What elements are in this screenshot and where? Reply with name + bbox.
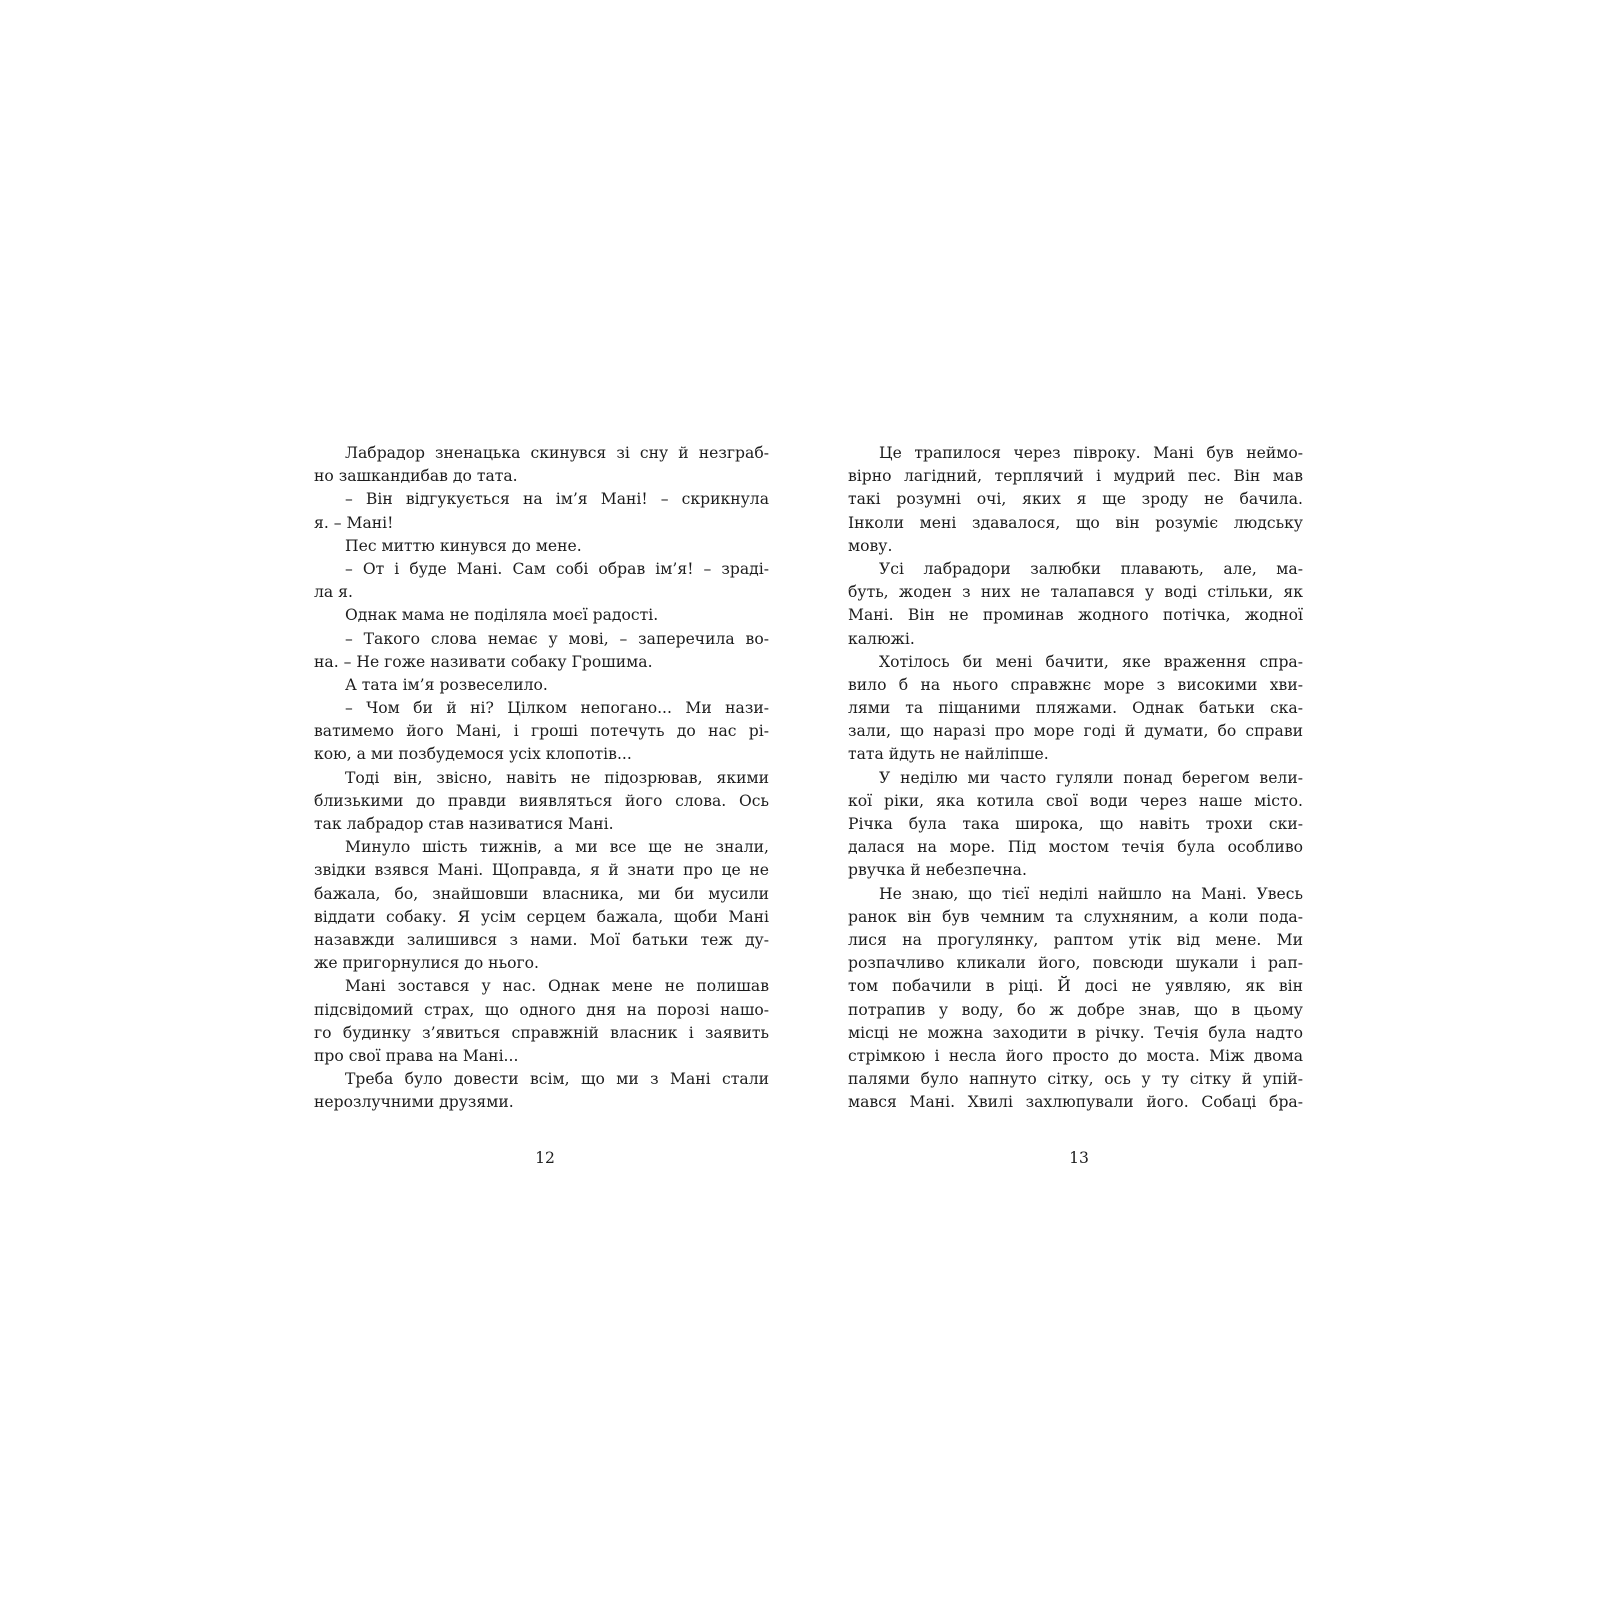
text-line: А тата ім’я розвеселило.	[345, 675, 548, 694]
text-line: ла я.	[314, 583, 353, 602]
text-line: лями та піщаними пляжами. Однак батьки ска-	[848, 699, 1303, 718]
text-line: я. – Мані!	[314, 513, 394, 532]
text-line: Пес миттю кинувся до мене.	[345, 536, 582, 555]
text-line: но зашкандибав до тата.	[314, 467, 518, 486]
text-line: мався Мані. Хвилі захлюпували його. Собаці бра-	[848, 1093, 1303, 1112]
text-line: назавжди залишився з нами. Мої батьки теж ду-	[314, 930, 769, 949]
text-line: звідки взявся Мані. Щоправда, я й знати про це не	[314, 861, 769, 880]
text-line: близькими до правди виявляться його слова. Ось	[314, 791, 769, 810]
text-line: – Такого слова немає у мові, – заперечила во-	[345, 629, 769, 648]
left-page-number: 12	[535, 1149, 555, 1167]
text-line: про свої права на Мані...	[314, 1046, 519, 1065]
text-line: У неділю ми часто гуляли понад берегом вели-	[879, 768, 1303, 787]
text-line: – Чом би й ні? Цілком непогано... Ми нази-	[345, 699, 769, 718]
text-line: лися на прогулянку, раптом утік від мене. Ми	[848, 930, 1303, 949]
text-line: палями було напнуто сітку, ось у ту сітку й упій-	[848, 1070, 1303, 1089]
text-line: кою, а ми позбудемося усіх клопотів...	[314, 745, 632, 764]
text-line: стрімкою і несла його просто до моста. Між двома	[848, 1046, 1303, 1065]
text-line: ранок він був чемним та слухняним, а коли пода-	[848, 907, 1303, 926]
text-line: підсвідомий страх, що одного дня на порозі нашо-	[314, 1000, 769, 1019]
text-line: рвучка й небезпечна.	[848, 861, 1027, 880]
text-line: ватимемо його Мані, і гроші потечуть до нас рі-	[314, 722, 769, 741]
text-line: Інколи мені здавалося, що він розуміє людську	[848, 513, 1303, 532]
text-line: зали, що наразі про море годі й думати, бо справи	[848, 722, 1303, 741]
text-line: вило б на нього справжнє море з високими хви-	[848, 675, 1303, 694]
text-line: мову.	[848, 536, 893, 555]
text-line: так лабрадор став називатися Мані.	[314, 815, 614, 833]
text-line: Однак мама не поділяла моєї радості.	[345, 606, 659, 625]
text-line: Лабрадор зненацька скинувся зі сну й незграб-	[345, 444, 769, 462]
text-line: Усі лабрадори залюбки плавають, але, ма-	[879, 559, 1303, 578]
text-line: Мані зостався у нас. Однак мене не полишав	[345, 977, 769, 996]
text-line: нерозлучними друзями.	[314, 1093, 514, 1112]
text-line: Хотілось би мені бачити, яке враження спра-	[879, 652, 1303, 671]
text-line: бажала, бо, знайшовши власника, ми би мусили	[314, 884, 769, 903]
text-line: Треба було довести всім, що ми з Мані стали	[345, 1070, 769, 1089]
right-page-number: 13	[1069, 1149, 1089, 1167]
text-line: Це трапилося через півроку. Мані був неймо-	[879, 444, 1303, 462]
text-line: місці не можна заходити в річку. Течія була надто	[848, 1023, 1303, 1042]
text-line: Тоді він, звісно, навіть не підозрював, якими	[345, 768, 769, 787]
text-line: – От і буде Мані. Сам собі обрав ім’я! – зраді-	[345, 559, 769, 578]
text-line: Мані. Він не проминав жодного потічка, жодної	[848, 606, 1303, 625]
text-line: – Він відгукується на ім’я Мані! – скрикнула	[345, 490, 769, 509]
right-page-text	[848, 442, 1303, 1114]
text-line: Минуло шість тижнів, а ми все ще не знали,	[345, 838, 769, 857]
text-line: кої ріки, яка котила свої води через наше місто.	[848, 791, 1303, 810]
left-page-text	[314, 442, 769, 1114]
text-line: далася на море. Під мостом течія була особливо	[848, 838, 1303, 857]
text-line: калюжі.	[848, 629, 915, 648]
text-line: на. – Не гоже називати собаку Грошима.	[314, 652, 653, 671]
text-line: Річка була така широка, що навіть трохи ски-	[848, 815, 1303, 833]
text-line: том побачили в ріці. Й досі не уявляю, як він	[848, 977, 1303, 996]
text-line: віддати собаку. Я усім серцем бажала, щоби Мані	[314, 907, 769, 926]
text-line: Не знаю, що тієї неділі найшло на Мані. Увесь	[879, 884, 1303, 903]
text-line: такі розумні очі, яких я ще зроду не бачила.	[848, 490, 1303, 509]
text-line: потрапив у воду, бо ж добре знав, що в цьому	[848, 1000, 1303, 1019]
text-line: же пригорнулися до нього.	[314, 954, 539, 973]
text-line: вірно лагідний, терплячий і мудрий пес. Він мав	[848, 467, 1303, 486]
text-line: буть, жоден з них не талапався у воді стільки, як	[848, 583, 1303, 602]
text-line: розпачливо кликали його, повсюди шукали і рап-	[848, 954, 1303, 973]
text-line: го будинку з’явиться справжній власник і заявить	[314, 1023, 769, 1042]
text-line: тата йдуть не найліпше.	[848, 745, 1049, 764]
